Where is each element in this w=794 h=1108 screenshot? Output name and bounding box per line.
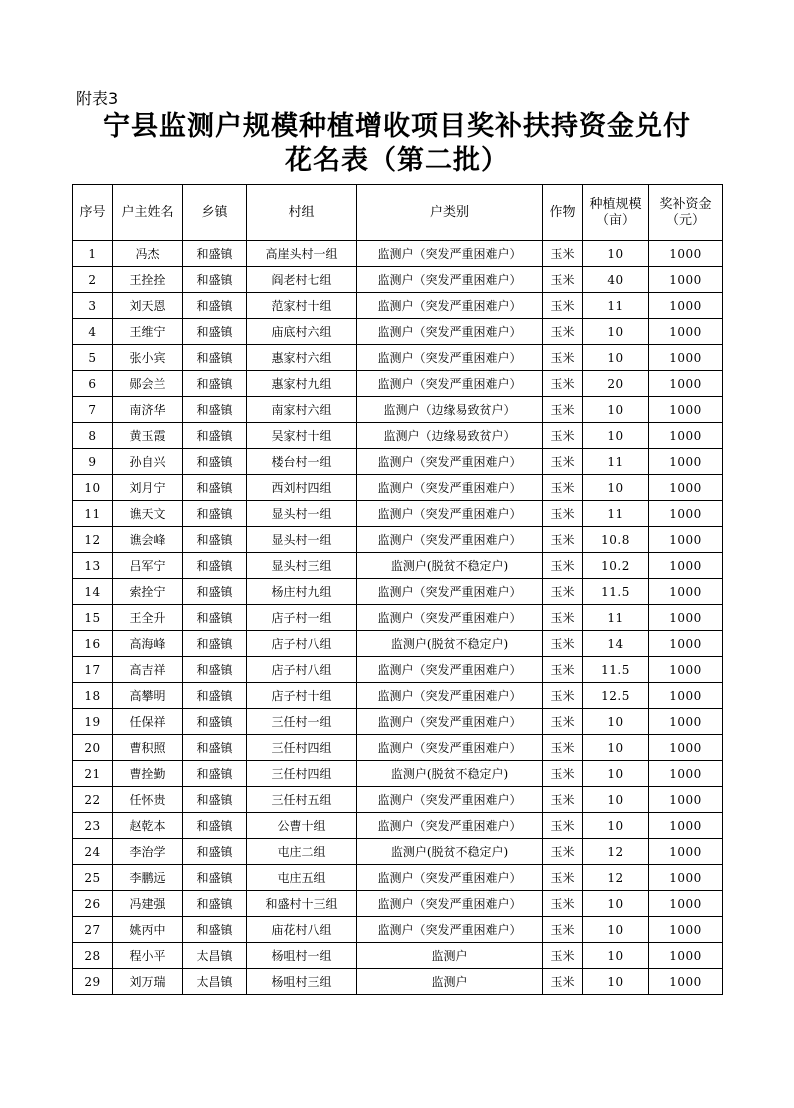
cell-crop: 玉米	[543, 475, 583, 501]
cell-name: 高海峰	[113, 631, 183, 657]
cell-scale: 40	[583, 267, 649, 293]
cell-fund: 1000	[649, 449, 723, 475]
document-title-line2: 花名表（第二批）	[285, 145, 509, 176]
table-row	[73, 917, 723, 943]
cell-village: 屯庄五组	[247, 865, 357, 891]
cell-crop: 玉米	[543, 891, 583, 917]
cell-village: 阎老村七组	[247, 267, 357, 293]
cell-seq: 9	[73, 449, 113, 475]
cell-town: 和盛镇	[183, 371, 247, 397]
cell-fund: 1000	[649, 735, 723, 761]
cell-village: 三任村一组	[247, 709, 357, 735]
cell-crop: 玉米	[543, 683, 583, 709]
cell-village: 惠家村六组	[247, 345, 357, 371]
cell-town: 太昌镇	[183, 943, 247, 969]
cell-name: 张小宾	[113, 345, 183, 371]
table-row	[73, 969, 723, 995]
cell-town: 和盛镇	[183, 631, 247, 657]
cell-crop: 玉米	[543, 631, 583, 657]
cell-village: 杨咀村一组	[247, 943, 357, 969]
cell-category: 监测户	[357, 943, 543, 969]
cell-village: 店子村八组	[247, 631, 357, 657]
cell-scale: 10	[583, 969, 649, 995]
cell-name: 冯杰	[113, 241, 183, 267]
cell-fund: 1000	[649, 397, 723, 423]
table-header-row	[73, 185, 723, 241]
cell-town: 和盛镇	[183, 891, 247, 917]
cell-fund: 1000	[649, 761, 723, 787]
cell-name: 高攀明	[113, 683, 183, 709]
cell-village: 三任村四组	[247, 735, 357, 761]
cell-village: 楼台村一组	[247, 449, 357, 475]
cell-town: 太昌镇	[183, 969, 247, 995]
cell-village: 显头村三组	[247, 553, 357, 579]
cell-fund: 1000	[649, 631, 723, 657]
cell-fund: 1000	[649, 345, 723, 371]
cell-crop: 玉米	[543, 449, 583, 475]
cell-crop: 玉米	[543, 423, 583, 449]
header-scale-unit: （亩）	[595, 212, 635, 228]
cell-scale: 10	[583, 241, 649, 267]
cell-category: 监测户（突发严重困难户）	[357, 735, 543, 761]
cell-name: 曹拴勤	[113, 761, 183, 787]
header-seq: 序号	[73, 185, 113, 241]
cell-name: 黄玉霞	[113, 423, 183, 449]
cell-village: 显头村一组	[247, 501, 357, 527]
cell-fund: 1000	[649, 501, 723, 527]
table-row	[73, 865, 723, 891]
cell-fund: 1000	[649, 319, 723, 345]
cell-category: 监测户（突发严重困难户）	[357, 501, 543, 527]
cell-crop: 玉米	[543, 605, 583, 631]
cell-scale: 14	[583, 631, 649, 657]
table-row	[73, 475, 723, 501]
cell-town: 和盛镇	[183, 423, 247, 449]
cell-scale: 10	[583, 397, 649, 423]
cell-category: 监测户（突发严重困难户）	[357, 371, 543, 397]
cell-seq: 13	[73, 553, 113, 579]
cell-category: 监测户（突发严重困难户）	[357, 449, 543, 475]
cell-seq: 25	[73, 865, 113, 891]
cell-town: 和盛镇	[183, 605, 247, 631]
document-title-line1: 宁县监测户规模种植增收项目奖补扶持资金兑付	[103, 111, 691, 142]
table-row	[73, 449, 723, 475]
table-row	[73, 267, 723, 293]
cell-seq: 3	[73, 293, 113, 319]
cell-fund: 1000	[649, 579, 723, 605]
cell-category: 监测户（突发严重困难户）	[357, 319, 543, 345]
cell-category: 监测户（边缘易致贫户）	[357, 423, 543, 449]
cell-crop: 玉米	[543, 397, 583, 423]
cell-scale: 11.5	[583, 579, 649, 605]
cell-fund: 1000	[649, 423, 723, 449]
header-town: 乡镇	[183, 185, 247, 241]
cell-category: 监测户（突发严重困难户）	[357, 527, 543, 553]
cell-name: 索拴宁	[113, 579, 183, 605]
cell-scale: 10	[583, 787, 649, 813]
cell-town: 和盛镇	[183, 241, 247, 267]
cell-fund: 1000	[649, 839, 723, 865]
table-row	[73, 527, 723, 553]
cell-fund: 1000	[649, 917, 723, 943]
table-row	[73, 423, 723, 449]
cell-name: 任怀贵	[113, 787, 183, 813]
table-row	[73, 579, 723, 605]
cell-fund: 1000	[649, 683, 723, 709]
cell-town: 和盛镇	[183, 865, 247, 891]
cell-crop: 玉米	[543, 761, 583, 787]
cell-crop: 玉米	[543, 943, 583, 969]
table-row	[73, 787, 723, 813]
cell-village: 三任村五组	[247, 787, 357, 813]
cell-town: 和盛镇	[183, 501, 247, 527]
cell-scale: 10	[583, 943, 649, 969]
header-fund-line1: 奖补资金	[659, 196, 712, 212]
header-fund-unit: （元）	[665, 212, 705, 228]
cell-fund: 1000	[649, 293, 723, 319]
cell-category: 监测户（突发严重困难户）	[357, 293, 543, 319]
cell-town: 和盛镇	[183, 293, 247, 319]
cell-town: 和盛镇	[183, 657, 247, 683]
cell-crop: 玉米	[543, 839, 583, 865]
cell-category: 监测户（突发严重困难户）	[357, 683, 543, 709]
cell-seq: 26	[73, 891, 113, 917]
cell-village: 庙花村八组	[247, 917, 357, 943]
cell-crop: 玉米	[543, 735, 583, 761]
header-crop: 作物	[543, 185, 583, 241]
cell-crop: 玉米	[543, 969, 583, 995]
cell-seq: 4	[73, 319, 113, 345]
cell-seq: 27	[73, 917, 113, 943]
cell-name: 南济华	[113, 397, 183, 423]
table-row	[73, 293, 723, 319]
cell-scale: 11	[583, 293, 649, 319]
cell-name: 曹积照	[113, 735, 183, 761]
cell-category: 监测户（突发严重困难户）	[357, 813, 543, 839]
cell-village: 杨咀村三组	[247, 969, 357, 995]
cell-village: 店子村十组	[247, 683, 357, 709]
cell-fund: 1000	[649, 267, 723, 293]
cell-category: 监测户(脱贫不稳定户)	[357, 631, 543, 657]
table-row	[73, 839, 723, 865]
cell-village: 杨庄村九组	[247, 579, 357, 605]
table-row	[73, 709, 723, 735]
cell-village: 和盛村十三组	[247, 891, 357, 917]
cell-seq: 20	[73, 735, 113, 761]
cell-seq: 7	[73, 397, 113, 423]
cell-name: 程小平	[113, 943, 183, 969]
cell-town: 和盛镇	[183, 813, 247, 839]
cell-name: 王维宁	[113, 319, 183, 345]
cell-scale: 10	[583, 761, 649, 787]
cell-name: 郧会兰	[113, 371, 183, 397]
cell-fund: 1000	[649, 865, 723, 891]
cell-scale: 12	[583, 839, 649, 865]
cell-name: 刘万瑞	[113, 969, 183, 995]
cell-village: 店子村一组	[247, 605, 357, 631]
cell-town: 和盛镇	[183, 319, 247, 345]
table-body	[73, 241, 723, 995]
cell-crop: 玉米	[543, 865, 583, 891]
cell-scale: 10	[583, 423, 649, 449]
cell-seq: 23	[73, 813, 113, 839]
cell-scale: 20	[583, 371, 649, 397]
cell-name: 李鹏远	[113, 865, 183, 891]
cell-fund: 1000	[649, 475, 723, 501]
table-row	[73, 761, 723, 787]
table-row	[73, 943, 723, 969]
cell-name: 谯会峰	[113, 527, 183, 553]
cell-town: 和盛镇	[183, 579, 247, 605]
table-row	[73, 319, 723, 345]
cell-category: 监测户(脱贫不稳定户)	[357, 553, 543, 579]
cell-crop: 玉米	[543, 527, 583, 553]
table-row	[73, 241, 723, 267]
cell-scale: 10	[583, 475, 649, 501]
cell-name: 刘月宁	[113, 475, 183, 501]
cell-town: 和盛镇	[183, 683, 247, 709]
header-category: 户类别	[357, 185, 543, 241]
cell-category: 监测户（突发严重困难户）	[357, 891, 543, 917]
cell-town: 和盛镇	[183, 761, 247, 787]
cell-town: 和盛镇	[183, 527, 247, 553]
cell-seq: 15	[73, 605, 113, 631]
cell-village: 显头村一组	[247, 527, 357, 553]
cell-seq: 12	[73, 527, 113, 553]
cell-category: 监测户（突发严重困难户）	[357, 241, 543, 267]
cell-fund: 1000	[649, 241, 723, 267]
cell-name: 李治学	[113, 839, 183, 865]
cell-seq: 5	[73, 345, 113, 371]
cell-scale: 11	[583, 449, 649, 475]
cell-seq: 14	[73, 579, 113, 605]
cell-village: 庙底村六组	[247, 319, 357, 345]
cell-crop: 玉米	[543, 787, 583, 813]
cell-scale: 10	[583, 709, 649, 735]
cell-category: 监测户（突发严重困难户）	[357, 605, 543, 631]
roster-table	[72, 184, 723, 995]
cell-category: 监测户（突发严重困难户）	[357, 267, 543, 293]
cell-fund: 1000	[649, 605, 723, 631]
header-village: 村组	[247, 185, 357, 241]
cell-village: 三任村四组	[247, 761, 357, 787]
cell-town: 和盛镇	[183, 917, 247, 943]
cell-name: 孙自兴	[113, 449, 183, 475]
cell-scale: 10.8	[583, 527, 649, 553]
cell-fund: 1000	[649, 813, 723, 839]
cell-name: 吕军宁	[113, 553, 183, 579]
cell-seq: 17	[73, 657, 113, 683]
cell-crop: 玉米	[543, 267, 583, 293]
cell-seq: 11	[73, 501, 113, 527]
cell-fund: 1000	[649, 527, 723, 553]
cell-fund: 1000	[649, 709, 723, 735]
cell-seq: 22	[73, 787, 113, 813]
cell-seq: 8	[73, 423, 113, 449]
cell-seq: 19	[73, 709, 113, 735]
cell-seq: 28	[73, 943, 113, 969]
cell-category: 监测户（边缘易致贫户）	[357, 397, 543, 423]
cell-category: 监测户（突发严重困难户）	[357, 475, 543, 501]
cell-scale: 12.5	[583, 683, 649, 709]
cell-category: 监测户（突发严重困难户）	[357, 345, 543, 371]
header-scale	[583, 185, 649, 241]
cell-crop: 玉米	[543, 241, 583, 267]
cell-fund: 1000	[649, 371, 723, 397]
table-row	[73, 371, 723, 397]
table-row	[73, 501, 723, 527]
cell-crop: 玉米	[543, 293, 583, 319]
cell-village: 西刘村四组	[247, 475, 357, 501]
cell-town: 和盛镇	[183, 345, 247, 371]
table-row	[73, 605, 723, 631]
cell-category: 监测户（突发严重困难户）	[357, 865, 543, 891]
table-row	[73, 553, 723, 579]
cell-town: 和盛镇	[183, 267, 247, 293]
cell-village: 高崖头村一组	[247, 241, 357, 267]
cell-name: 冯建强	[113, 891, 183, 917]
cell-name: 王全升	[113, 605, 183, 631]
cell-crop: 玉米	[543, 371, 583, 397]
cell-crop: 玉米	[543, 657, 583, 683]
cell-name: 姚丙中	[113, 917, 183, 943]
cell-scale: 10	[583, 917, 649, 943]
cell-seq: 24	[73, 839, 113, 865]
cell-category: 监测户（突发严重困难户）	[357, 579, 543, 605]
cell-name: 刘天恩	[113, 293, 183, 319]
cell-fund: 1000	[649, 787, 723, 813]
cell-crop: 玉米	[543, 813, 583, 839]
cell-name: 任保祥	[113, 709, 183, 735]
cell-category: 监测户（突发严重困难户）	[357, 787, 543, 813]
cell-town: 和盛镇	[183, 787, 247, 813]
cell-crop: 玉米	[543, 345, 583, 371]
cell-scale: 10	[583, 345, 649, 371]
cell-crop: 玉米	[543, 579, 583, 605]
cell-name: 赵乾本	[113, 813, 183, 839]
cell-seq: 6	[73, 371, 113, 397]
cell-fund: 1000	[649, 553, 723, 579]
cell-category: 监测户(脱贫不稳定户)	[357, 839, 543, 865]
table-row	[73, 657, 723, 683]
cell-town: 和盛镇	[183, 735, 247, 761]
cell-fund: 1000	[649, 943, 723, 969]
appendix-label: 附表3	[76, 89, 119, 108]
cell-name: 谯天文	[113, 501, 183, 527]
cell-village: 吴家村十组	[247, 423, 357, 449]
cell-scale: 12	[583, 865, 649, 891]
cell-scale: 11	[583, 605, 649, 631]
table-row	[73, 735, 723, 761]
cell-town: 和盛镇	[183, 553, 247, 579]
cell-seq: 29	[73, 969, 113, 995]
cell-crop: 玉米	[543, 501, 583, 527]
table-row	[73, 345, 723, 371]
cell-scale: 10	[583, 735, 649, 761]
cell-village: 范家村十组	[247, 293, 357, 319]
cell-town: 和盛镇	[183, 475, 247, 501]
cell-seq: 18	[73, 683, 113, 709]
cell-village: 公曹十组	[247, 813, 357, 839]
header-fund	[649, 185, 723, 241]
cell-scale: 10	[583, 319, 649, 345]
cell-village: 店子村八组	[247, 657, 357, 683]
cell-seq: 10	[73, 475, 113, 501]
cell-scale: 11.5	[583, 657, 649, 683]
cell-crop: 玉米	[543, 553, 583, 579]
cell-town: 和盛镇	[183, 839, 247, 865]
header-scale-line1: 种植规模	[589, 196, 642, 212]
cell-crop: 玉米	[543, 917, 583, 943]
cell-scale: 10	[583, 891, 649, 917]
cell-crop: 玉米	[543, 319, 583, 345]
cell-category: 监测户(脱贫不稳定户)	[357, 761, 543, 787]
table-row	[73, 891, 723, 917]
cell-village: 屯庄二组	[247, 839, 357, 865]
table-row	[73, 683, 723, 709]
cell-town: 和盛镇	[183, 449, 247, 475]
cell-scale: 10.2	[583, 553, 649, 579]
cell-category: 监测户	[357, 969, 543, 995]
cell-category: 监测户（突发严重困难户）	[357, 917, 543, 943]
cell-scale: 11	[583, 501, 649, 527]
cell-crop: 玉米	[543, 709, 583, 735]
cell-village: 惠家村九组	[247, 371, 357, 397]
table-row	[73, 813, 723, 839]
cell-fund: 1000	[649, 891, 723, 917]
cell-name: 王拴拴	[113, 267, 183, 293]
table-row	[73, 397, 723, 423]
cell-fund: 1000	[649, 969, 723, 995]
cell-town: 和盛镇	[183, 709, 247, 735]
table-row	[73, 631, 723, 657]
cell-seq: 1	[73, 241, 113, 267]
cell-category: 监测户（突发严重困难户）	[357, 657, 543, 683]
cell-name: 高吉祥	[113, 657, 183, 683]
cell-seq: 16	[73, 631, 113, 657]
cell-town: 和盛镇	[183, 397, 247, 423]
cell-seq: 21	[73, 761, 113, 787]
header-name: 户主姓名	[113, 185, 183, 241]
cell-scale: 10	[583, 813, 649, 839]
cell-fund: 1000	[649, 657, 723, 683]
cell-village: 南家村六组	[247, 397, 357, 423]
cell-category: 监测户（突发严重困难户）	[357, 709, 543, 735]
cell-seq: 2	[73, 267, 113, 293]
